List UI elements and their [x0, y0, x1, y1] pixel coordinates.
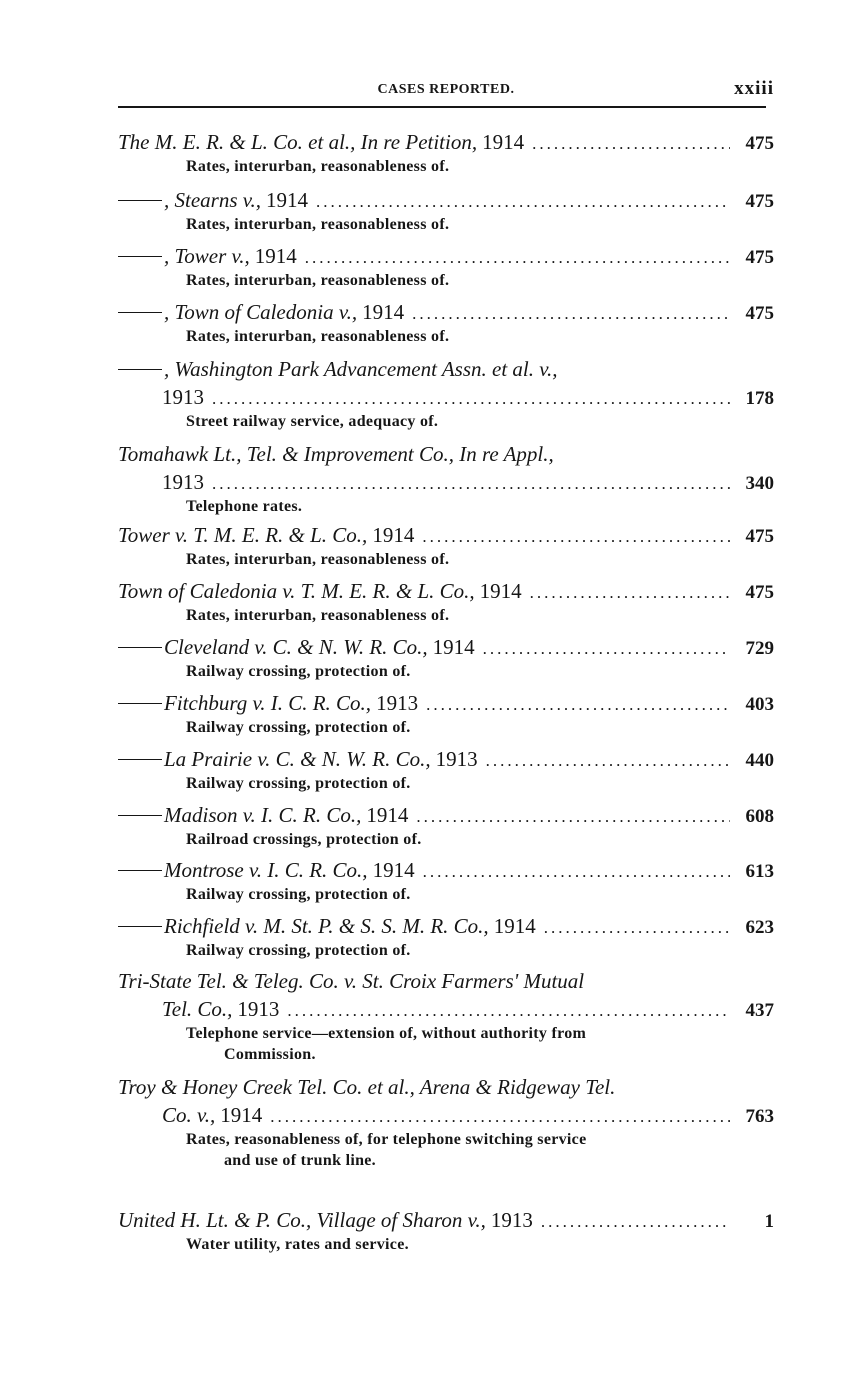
case-year: 1913 — [162, 385, 204, 409]
description-line: Rates, interurban, reasonableness of. — [186, 272, 450, 289]
dot-leader — [412, 300, 730, 328]
ditto-dash — [118, 256, 162, 257]
dot-leader — [422, 523, 730, 551]
case-title: Madison v. I. C. R. Co., — [164, 803, 362, 827]
case-description — [118, 661, 774, 682]
case-title-line — [118, 856, 774, 884]
dot-leader — [483, 635, 730, 663]
case-title-line — [118, 577, 774, 605]
description-line: Railroad crossings, protection of. — [186, 831, 422, 848]
ditto-dash — [118, 759, 162, 760]
case-title: Tri-State Tel. & Teleg. Co. v. St. Croix Farmers' Mutual — [118, 969, 585, 993]
case-entry — [118, 186, 774, 235]
case-title-line — [118, 689, 774, 717]
dot-leader — [530, 579, 730, 607]
case-year: 1914 — [366, 803, 409, 827]
case-entry — [118, 689, 774, 738]
page-number: 475 — [745, 526, 774, 547]
case-title-line — [118, 468, 774, 496]
dot-leader — [270, 1103, 730, 1131]
case-title-line — [118, 298, 774, 326]
case-description — [118, 884, 774, 905]
case-year: 1913 — [435, 747, 478, 771]
case-title-line — [118, 440, 774, 468]
case-entry — [118, 128, 774, 177]
description-line: Water utility, rates and service. — [186, 1236, 409, 1253]
page-number: 178 — [745, 388, 774, 409]
case-description — [118, 605, 774, 626]
description-line: Railway crossing, protection of. — [186, 942, 411, 959]
case-entry — [118, 298, 774, 347]
description-line: Railway crossing, protection of. — [186, 719, 411, 736]
case-entry — [118, 577, 774, 626]
case-title: Fitchburg v. I. C. R. Co., — [164, 691, 372, 715]
case-title: , Town of Caledonia v., — [164, 300, 358, 324]
dot-leader — [486, 747, 730, 775]
page-number: 475 — [745, 582, 774, 603]
page-number: 475 — [745, 191, 774, 212]
case-entry — [118, 856, 774, 905]
dot-leader — [532, 130, 730, 158]
case-title-line — [118, 383, 774, 411]
dot-leader — [287, 997, 730, 1025]
case-title-line — [118, 633, 774, 661]
case-description — [118, 214, 774, 235]
case-title-line — [118, 521, 774, 549]
case-title: Tel. Co., — [162, 997, 233, 1021]
description-line: Railway crossing, protection of. — [186, 663, 411, 680]
case-description — [118, 829, 774, 850]
case-entry — [118, 1206, 774, 1255]
page-folio: xxiii — [734, 78, 774, 99]
case-description — [118, 496, 774, 517]
description-line: Rates, interurban, reasonableness of. — [186, 216, 450, 233]
dot-leader — [316, 188, 730, 216]
case-description — [118, 940, 774, 961]
case-title-line — [118, 745, 774, 773]
case-year: 1913 — [490, 1208, 533, 1232]
ditto-dash — [118, 815, 162, 816]
case-year: 1913 — [376, 691, 419, 715]
case-title: Tower v. T. M. E. R. & L. Co., — [118, 523, 368, 547]
case-year: 1913 — [162, 470, 204, 494]
case-title: Town of Caledonia v. T. M. E. R. & L. Co., — [118, 579, 475, 603]
ditto-dash — [118, 703, 162, 704]
case-entry — [118, 967, 774, 1065]
description-line: Rates, interurban, reasonableness of. — [186, 551, 450, 568]
page-number: 608 — [745, 806, 774, 827]
case-description — [118, 1129, 774, 1171]
case-title: , Tower v., — [164, 244, 250, 268]
case-year: 1914 — [493, 914, 536, 938]
case-title: Montrose v. I. C. R. Co., — [164, 858, 368, 882]
dot-leader — [544, 914, 730, 942]
dot-leader — [212, 385, 730, 413]
case-title-line — [118, 967, 774, 995]
case-title: , Washington Park Advancement Assn. et al. v., — [164, 357, 558, 381]
dot-leader — [423, 858, 730, 886]
case-title: Richfield v. M. St. P. & S. S. M. R. Co., — [164, 914, 489, 938]
ditto-dash — [118, 369, 162, 370]
description-line: Rates, interurban, reasonableness of. — [186, 607, 450, 624]
case-entry — [118, 633, 774, 682]
case-title-line — [118, 355, 774, 383]
case-entry — [118, 801, 774, 850]
description-line: Railway crossing, protection of. — [186, 775, 411, 792]
ditto-dash — [118, 200, 162, 201]
page-number: 340 — [745, 473, 774, 494]
case-entry — [118, 355, 774, 432]
dot-leader — [212, 470, 730, 498]
case-year: 1914 — [372, 523, 415, 547]
case-title-line — [118, 1206, 774, 1234]
case-year: 1913 — [237, 997, 280, 1021]
case-year: 1914 — [220, 1103, 263, 1127]
case-title-line — [118, 186, 774, 214]
description-line: Rates, interurban, reasonableness of. — [186, 328, 450, 345]
description-line: Telephone service—extension of, without authority from — [186, 1025, 587, 1042]
case-title-line — [118, 995, 774, 1023]
case-title-line — [118, 1073, 774, 1101]
ditto-dash — [118, 870, 162, 871]
case-entry — [118, 745, 774, 794]
case-description — [118, 717, 774, 738]
case-title: La Prairie v. C. & N. W. R. Co., — [164, 747, 431, 771]
case-year: 1914 — [372, 858, 415, 882]
case-title: Troy & Honey Creek Tel. Co. et al., Arena & Ridgeway Tel. — [118, 1075, 616, 1099]
description-line: and use of trunk line. — [224, 1152, 376, 1169]
case-description — [118, 270, 774, 291]
case-description — [118, 773, 774, 794]
case-title-line — [118, 128, 774, 156]
ditto-dash — [118, 647, 162, 648]
case-year: 1914 — [479, 579, 522, 603]
case-title: , Stearns v., — [164, 188, 262, 212]
page-number: 623 — [745, 917, 774, 938]
case-description — [118, 156, 774, 177]
header-rule — [118, 106, 766, 108]
page-number: 613 — [745, 861, 774, 882]
dot-leader — [426, 691, 730, 719]
case-description — [118, 1023, 774, 1065]
page-number: 440 — [745, 750, 774, 771]
description-line: Street railway service, adequacy of. — [186, 413, 439, 430]
description-line: Commission. — [224, 1046, 316, 1063]
page-number: 763 — [745, 1106, 774, 1127]
description-line: Rates, reasonableness of, for telephone switching service — [186, 1131, 587, 1148]
description-line: Telephone rates. — [186, 498, 303, 515]
page-number: 475 — [745, 303, 774, 324]
dot-leader — [305, 244, 730, 272]
page-number: 729 — [745, 638, 774, 659]
description-line: Rates, interurban, reasonableness of. — [186, 158, 450, 175]
case-year: 1914 — [266, 188, 309, 212]
page-number: 437 — [745, 1000, 774, 1021]
case-description — [118, 411, 774, 432]
case-title: United H. Lt. & P. Co., Village of Sharon v., — [118, 1208, 486, 1232]
case-year: 1914 — [362, 300, 405, 324]
case-title: Cleveland v. C. & N. W. R. Co., — [164, 635, 428, 659]
page-number: 403 — [745, 694, 774, 715]
case-entry — [118, 1073, 774, 1171]
case-title-line — [118, 801, 774, 829]
case-entry — [118, 440, 774, 517]
case-year: 1914 — [482, 130, 525, 154]
case-title: Tomahawk Lt., Tel. & Improvement Co., In re Appl., — [118, 442, 554, 466]
dot-leader — [416, 803, 730, 831]
page-number: 475 — [745, 247, 774, 268]
description-line: Railway crossing, protection of. — [186, 886, 411, 903]
dot-leader — [541, 1208, 730, 1236]
case-title-line — [118, 242, 774, 270]
case-year: 1914 — [254, 244, 297, 268]
case-description — [118, 549, 774, 570]
page-number: 475 — [745, 133, 774, 154]
case-entry — [118, 242, 774, 291]
case-year: 1914 — [432, 635, 475, 659]
case-entry — [118, 912, 774, 961]
case-title: Co. v., — [162, 1103, 216, 1127]
case-entry — [118, 521, 774, 570]
case-description — [118, 326, 774, 347]
case-title-line — [118, 912, 774, 940]
running-head: CASES REPORTED. — [377, 82, 515, 97]
case-title-line — [118, 1101, 774, 1129]
case-title: The M. E. R. & L. Co. et al., In re Petition, — [118, 130, 478, 154]
page-number: 1 — [764, 1211, 774, 1232]
ditto-dash — [118, 926, 162, 927]
ditto-dash — [118, 312, 162, 313]
page-header — [118, 78, 774, 102]
case-description — [118, 1234, 774, 1255]
